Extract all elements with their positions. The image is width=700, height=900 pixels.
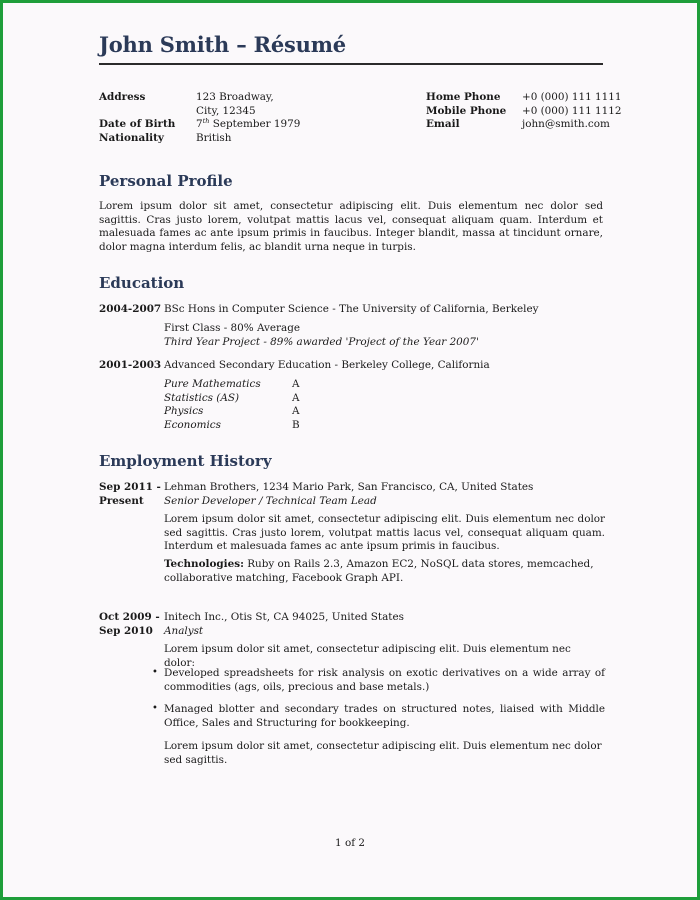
- bullet-icon: •: [152, 667, 158, 678]
- dob-label: Date of Birth: [99, 118, 176, 130]
- grade-value: B: [292, 418, 300, 431]
- address-line-1: 123 Broadway,: [196, 91, 274, 103]
- grade-subject: Pure Mathematics: [164, 378, 261, 390]
- job2-bullet-2: Managed blotter and secondary trades on structured notes, liaised with Middle Office, Sales and Structuring for bookkeeping.: [164, 703, 605, 729]
- page-number: 1 of 2: [335, 837, 365, 849]
- edu1-line1: First Class - 80% Average: [164, 322, 301, 334]
- job1-role: Senior Developer / Technical Team Lead: [164, 494, 377, 507]
- edu1-line2: Third Year Project - 89% awarded 'Project of the Year 2007': [164, 335, 479, 348]
- grade-value: A: [292, 391, 300, 404]
- edu2-grades: [164, 378, 605, 432]
- contact-labels-right: [426, 91, 521, 132]
- bullet-icon: •: [152, 703, 158, 714]
- profile-text: Lorem ipsum dolor sit amet, consectetur adipiscing elit. Duis elementum nec dolor sed sagittis. Cras justo lorem, volutpat mattis lacus vel, consequat aliquam quam. Interdum et malesuada fames ac ante ipsum primis in faucibus. Integer blandit, massa at tincidunt ornare, dolor magna interdum felis, ac blandit urna neque in turpis.: [99, 200, 603, 253]
- email-label: Email: [426, 118, 460, 130]
- home-phone-label: Home Phone: [426, 91, 501, 103]
- edu2-title: Advanced Secondary Education - Berkeley College, California: [164, 359, 490, 371]
- employment-heading: Employment History: [99, 452, 272, 470]
- contact-values-right: [522, 91, 632, 132]
- address-label-spacer: [99, 105, 194, 119]
- tech-label: Technologies:: [164, 558, 244, 570]
- job1-technologies: [164, 558, 605, 585]
- grade-subject: Physics: [164, 405, 204, 417]
- title-rule: [99, 63, 603, 65]
- nationality-label: Nationality: [99, 131, 164, 144]
- dob-value: [196, 118, 396, 132]
- email-value[interactable]: john@smith.com: [522, 118, 610, 130]
- contact-values-left: [196, 91, 396, 145]
- job2-bullet-1: Developed spreadsheets for risk analysis on exotic derivatives on a wide array of commodities (ags, oils, precious and base metals.): [164, 667, 605, 693]
- edu1-date: 2004-2007: [99, 303, 162, 315]
- contact-labels-left: [99, 91, 194, 145]
- grade-value: A: [292, 378, 300, 390]
- page-title: John Smith – Résumé: [99, 32, 346, 57]
- job2-outro: Lorem ipsum dolor sit amet, consectetur adipiscing elit. Duis elementum nec dolor sed sagittis.: [164, 740, 602, 766]
- address-line-2: City, 12345: [196, 104, 256, 117]
- job2-date-end: Sep 2010: [99, 624, 153, 637]
- grade-subject: Economics: [164, 418, 221, 431]
- profile-heading: Personal Profile: [99, 172, 233, 190]
- dob-day: 7: [196, 118, 203, 130]
- job2-role: Analyst: [164, 624, 204, 637]
- grade-row: [164, 419, 605, 433]
- job1-date-start: Sep 2011 -: [99, 481, 161, 493]
- address-label: Address: [99, 91, 146, 103]
- tech-text: Ruby on Rails 2.3, Amazon EC2, NoSQL data stores, memcached, collaborative matching, Facebook Graph API.: [164, 558, 594, 584]
- job2-intro: Lorem ipsum dolor sit amet, consectetur adipiscing elit. Duis elementum nec dolor:: [164, 643, 571, 669]
- job2-date-start: Oct 2009 -: [99, 611, 160, 623]
- home-phone-value: +0 (000) 111 1111: [522, 91, 622, 103]
- mobile-phone-value: +0 (000) 111 1112: [522, 104, 622, 117]
- nationality-value: British: [196, 131, 232, 144]
- job1-description: Lorem ipsum dolor sit amet, consectetur adipiscing elit. Duis elementum nec dolor sed sagittis. Cras justo lorem, volutpat mattis lacus vel, consequat aliquam quam. Interdum et malesuada fames ac ante ipsum primis in faucibus.: [164, 513, 605, 552]
- grade-row: [164, 378, 605, 392]
- edu1-title: BSc Hons in Computer Science - The University of California, Berkeley: [164, 303, 539, 315]
- grade-row: [164, 392, 605, 406]
- dob-rest: September 1979: [209, 118, 301, 130]
- edu2-date: 2001-2003: [99, 359, 162, 371]
- grade-value: A: [292, 405, 300, 417]
- mobile-phone-label: Mobile Phone: [426, 104, 507, 117]
- job1-employer: Lehman Brothers, 1234 Mario Park, San Francisco, CA, United States: [164, 481, 534, 493]
- job2-employer: Initech Inc., Otis St, CA 94025, United States: [164, 611, 404, 623]
- grade-subject: Statistics (AS): [164, 391, 240, 404]
- job1-date-end: Present: [99, 494, 144, 507]
- dob-suffix: th: [202, 117, 210, 125]
- grade-row: [164, 405, 605, 419]
- job1-date: [99, 481, 161, 508]
- education-heading: Education: [99, 274, 185, 292]
- job2-date: [99, 611, 160, 638]
